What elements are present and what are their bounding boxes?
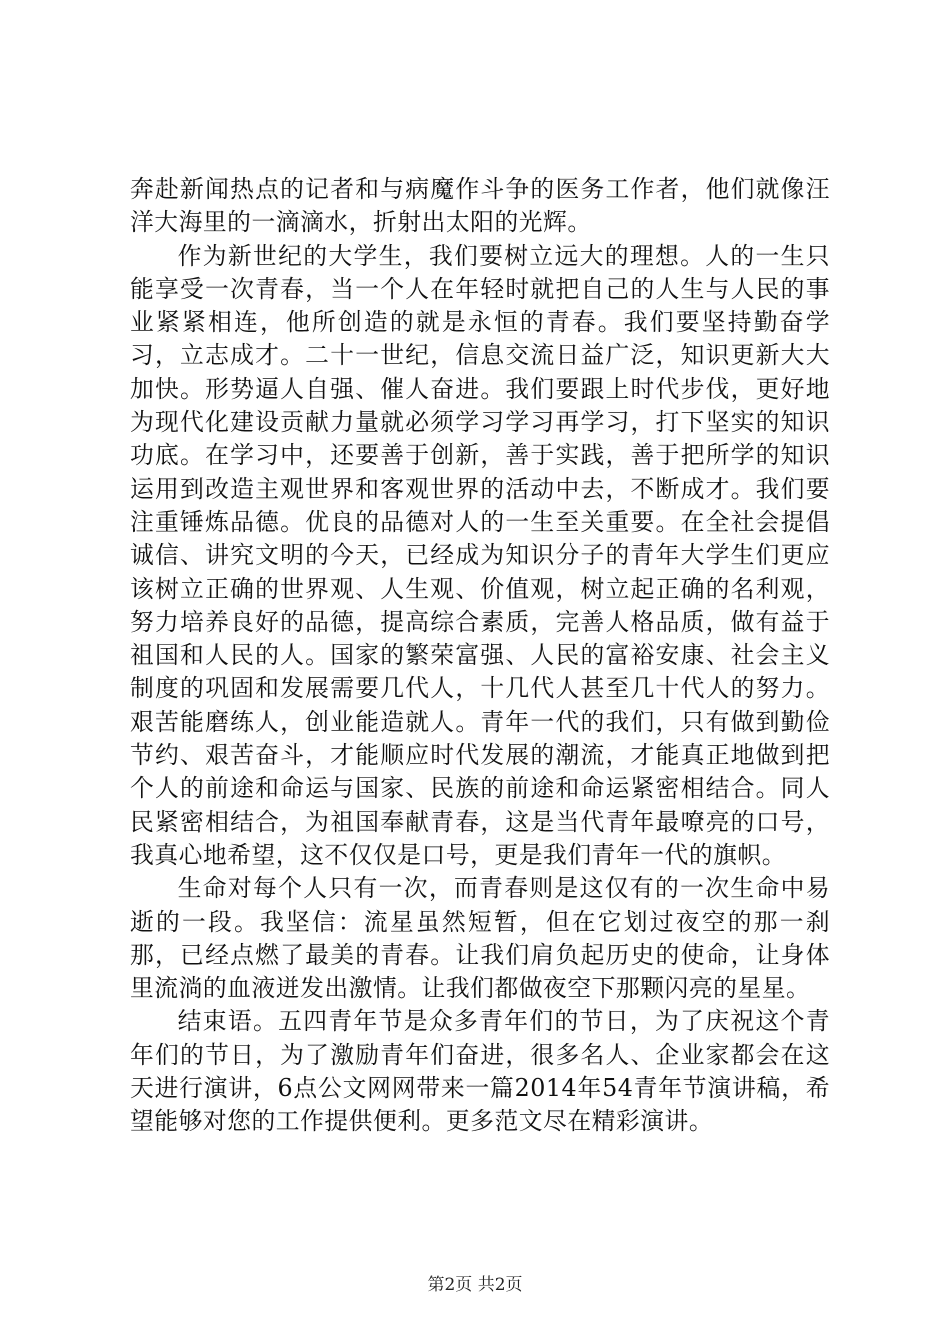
paragraph-3: 生命对每个人只有一次，而青春则是这仅有的一次生命中易逝的一段。我坚信：流星虽然短暂，但在它划过夜空的那一刹那，已经点燃了最美的青春。让我们肩负起历史的使命，让身体里流淌的血液迸发出激情。让我们都做夜空下那颗闪亮的星星。 [130, 874, 830, 1003]
paragraph-2: 作为新世纪的大学生，我们要树立远大的理想。人的一生只能享受一次青春，当一个人在年轻时就把自己的人生与人民的事业紧紧相连，他所创造的就是永恒的青春。我们要坚持勤奋学习，立志成才。二十一世纪，信息交流日益广泛，知识更新大大加快。形势逼人自强、催人奋进。我们要跟上时代步伐，更好地为现代化建设贡献力量就必须学习学习再学习，打下坚实的知识功底。在学习中，还要善于创新，善于实践，善于把所学的知识运用到改造主观世界和客观世界的活动中去，不断成才。我们要注重锤炼品德。优良的品德对人的一生至关重要。在全社会提倡诚信、讲究文明的今天，已经成为知识分子的青年大学生们更应该树立正确的世界观、人生观、价值观，树立起正确的名利观，努力培养良好的品德，提高综合素质，完善人格品质，做有益于祖国和人民的人。国家的繁荣富强、人民的富裕安康、社会主义制度的巩固和发展需要几代人，十几代人甚至几十代人的努力。艰苦能磨练人，创业能造就人。青年一代的我们，只有做到勤俭节约、艰苦奋斗，才能顺应时代发展的潮流，才能真正地做到把个人的前途和命运与国家、民族的前途和命运紧密相结合。同人民紧密相结合，为祖国奉献青春，这是当代青年最嘹亮的口号，我真心地希望，这不仅仅是口号，更是我们青年一代的旗帜。 [130, 241, 830, 869]
paragraph-1: 奔赴新闻热点的记者和与病魔作斗争的医务工作者，他们就像汪洋大海里的一滴滴水，折射出太阳的光辉。 [130, 175, 830, 237]
document-body [130, 173, 830, 1139]
page-number-label: 第2页 共2页 [427, 1275, 523, 1295]
paragraph-4: 结束语。五四青年节是众多青年们的节日，为了庆祝这个青年们的节日，为了激励青年们奋进，很多名人、企业家都会在这天进行演讲，6点公文网网带来一篇2014年54青年节演讲稿，希望能够对您的工作提供便利。更多范文尽在精彩演讲。 [130, 1007, 830, 1136]
page-footer [0, 1270, 950, 1295]
